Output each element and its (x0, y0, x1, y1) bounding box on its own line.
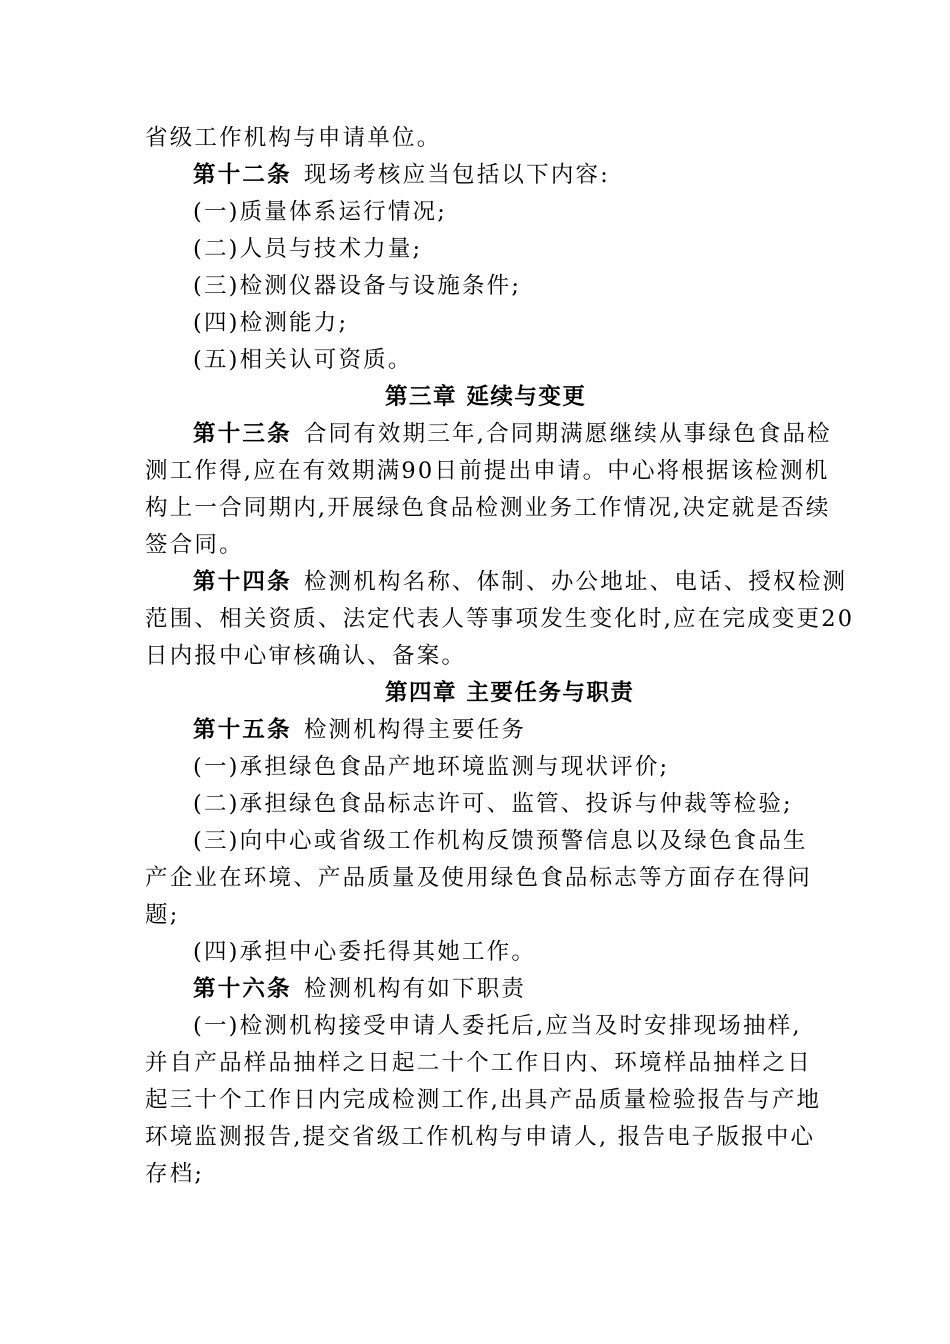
list-item: (四)承担中心委托得其她工作。 (193, 939, 537, 965)
text-line: 产企业在环境、产品质量及使用绿色食品标志等方面存在得问 (145, 865, 812, 891)
article-14 (193, 568, 847, 596)
text-line: 题; (145, 902, 180, 928)
article-12 (193, 161, 610, 189)
chapter-heading: 第四章 主要任务与职责 (385, 680, 635, 706)
text-line: 环境监测报告,提交省级工作机构与申请人, 报告电子版报中心 (145, 1124, 816, 1150)
article-label: 第十五条 (193, 717, 292, 743)
article-label: 第十二条 (193, 162, 292, 188)
text-line: 起三十个工作日内完成检测工作,出具产品质量检验报告与产地 (145, 1087, 822, 1113)
list-item: (五)相关认可资质。 (193, 347, 413, 373)
article-label: 第十三条 (193, 421, 292, 447)
list-item: (三)向中心或省级工作机构反馈预警信息以及绿色食品生 (193, 828, 808, 854)
article-16 (193, 975, 526, 1003)
article-text: 检测机构有如下职责 (303, 976, 527, 1002)
text-line: 日内报中心审核确认、备案。 (145, 643, 467, 669)
list-item: (二)承担绿色食品标志许可、监管、投诉与仲裁等检验; (193, 791, 793, 817)
article-text: 现场考核应当包括以下内容: (303, 162, 610, 188)
article-text: 检测机构名称、体制、办公地址、电话、授权检测 (303, 569, 848, 595)
article-label: 第十六条 (193, 976, 292, 1002)
article-label: 第十四条 (193, 569, 292, 595)
text-line: 签合同。 (145, 532, 244, 558)
article-text: 检测机构得主要任务 (303, 717, 527, 743)
list-item: (四)检测能力; (193, 310, 349, 336)
chapter-heading: 第三章 延续与变更 (385, 384, 587, 410)
article-13 (193, 420, 832, 448)
list-item: (一)检测机构接受申请人委托后,应当及时安排现场抽样, (193, 1013, 802, 1039)
text-line: 范围、相关资质、法定代表人等事项发生变化时,应在完成变更20 (145, 606, 855, 632)
list-item: (二)人员与技术力量; (193, 236, 423, 262)
list-item: (一)质量体系运行情况; (193, 199, 448, 225)
list-item: (三)检测仪器设备与设施条件; (193, 273, 522, 299)
article-15 (193, 716, 526, 744)
text-line: 省级工作机构与申请单位。 (145, 125, 442, 151)
text-line: 构上一合同期内,开展绿色食品检测业务工作情况,决定就是否续 (145, 495, 831, 521)
text-line: 存档; (145, 1161, 205, 1187)
list-item: (一)承担绿色食品产地环境监测与现状评价; (193, 754, 670, 780)
text-line: 并自产品样品抽样之日起二十个工作日内、环境样品抽样之日 (145, 1050, 812, 1076)
article-text: 合同有效期三年,合同期满愿继续从事绿色食品检 (303, 421, 832, 447)
text-line: 测工作得,应在有效期满90日前提出申请。中心将根据该检测机 (145, 458, 830, 484)
